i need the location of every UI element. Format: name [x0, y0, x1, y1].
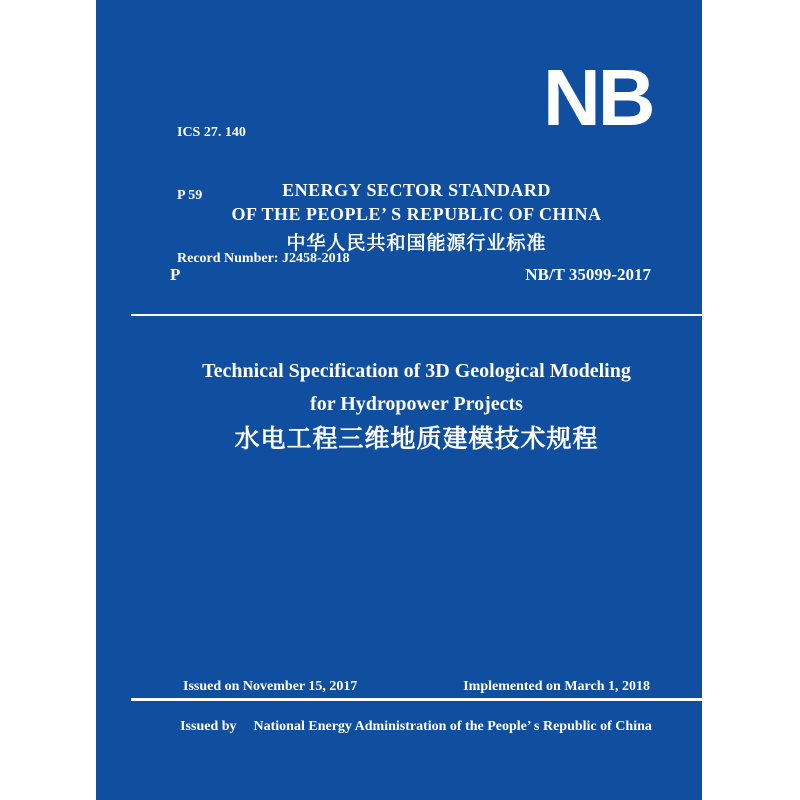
issued-on-date: Issued on November 15, 2017 — [183, 679, 358, 694]
standard-header-zh: 中华人民共和国能源行业标准 — [286, 233, 547, 254]
standard-header-en-line1: ENERGY SECTOR STANDARD — [282, 180, 551, 200]
standard-header-en-line2: OF THE PEOPLE’ S REPUBLIC OF CHINA — [231, 204, 602, 224]
dates-row — [96, 679, 702, 695]
bottom-rule — [131, 698, 702, 701]
standard-header — [131, 178, 702, 256]
issued-by-label: Issued by — [180, 719, 237, 734]
issued-by-row — [116, 703, 702, 751]
record-number: Record Number: J2458-2018 — [177, 251, 350, 266]
title-zh: 水电工程三维地质建模技术规程 — [234, 425, 599, 453]
reference-row — [96, 265, 702, 285]
title-en-line1: Technical Specification of 3D Geological Modeling — [202, 360, 631, 382]
implemented-on-date: Implemented on March 1, 2018 — [463, 679, 650, 694]
p-mark: P — [170, 265, 181, 284]
ics-code: ICS 27. 140 — [177, 125, 246, 140]
title-en-line2: for Hydropower Projects — [310, 393, 523, 415]
standard-number: NB/T 35099-2017 — [525, 265, 651, 284]
issued-by-value: National Energy Administration of the People’ s Republic of China — [253, 719, 652, 734]
top-rule — [131, 314, 702, 316]
standard-cover — [96, 0, 702, 800]
p-classification: P 59 — [177, 188, 203, 203]
title-block — [131, 355, 702, 453]
nb-logo: NB — [543, 53, 653, 142]
